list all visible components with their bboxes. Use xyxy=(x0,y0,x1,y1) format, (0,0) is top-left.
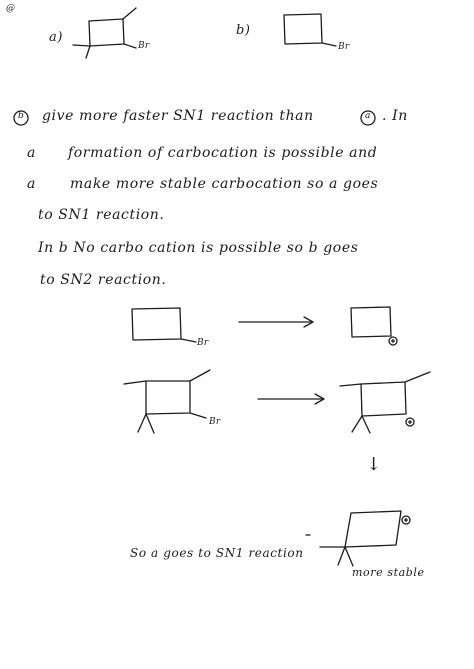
answer-line-2: formation of carbocation is possible and xyxy=(68,145,378,161)
more-stable-label: more stable xyxy=(352,566,425,579)
scheme-b-cation xyxy=(351,307,397,345)
option-b-br-label: Br xyxy=(338,42,350,52)
option-b-structure xyxy=(284,14,336,46)
scheme-br-top: Br xyxy=(197,338,209,348)
scheme-arrow-down: ↓ xyxy=(366,454,382,475)
answer-line-5: In b No carbo cation is possible so b goes xyxy=(38,240,359,256)
scheme-arrow-1 xyxy=(239,317,313,327)
scheme-br-mid: Br xyxy=(209,417,221,427)
scheme-a-reactant xyxy=(124,370,210,433)
scheme-rearranged-cation xyxy=(320,511,410,566)
scheme-arrow-2 xyxy=(258,394,324,404)
answer-line-2-marker: a xyxy=(27,145,36,161)
answer-line-4: to SN1 reaction. xyxy=(38,207,165,223)
option-a-label: a) xyxy=(49,30,64,45)
answer-line-1-end: . In xyxy=(382,108,408,124)
option-b-label: b) xyxy=(236,23,251,38)
answer-line-1: give more faster SN1 reaction than xyxy=(42,108,314,124)
answer-line-3-marker: a xyxy=(27,176,36,192)
circled-a-letter: a xyxy=(365,111,371,121)
scheme-a-cation xyxy=(340,372,430,433)
corner-mark: @ xyxy=(6,4,16,14)
answer-line-6: to SN2 reaction. xyxy=(40,272,167,288)
circled-b-letter: b xyxy=(18,111,25,121)
answer-line-3: make more stable carbocation so a goes xyxy=(70,176,379,192)
scheme-conclusion: So a goes to SN1 reaction xyxy=(130,546,304,560)
scheme-b-reactant xyxy=(132,308,196,342)
option-a-structure xyxy=(73,8,136,58)
option-a-br-label: Br xyxy=(138,41,150,51)
